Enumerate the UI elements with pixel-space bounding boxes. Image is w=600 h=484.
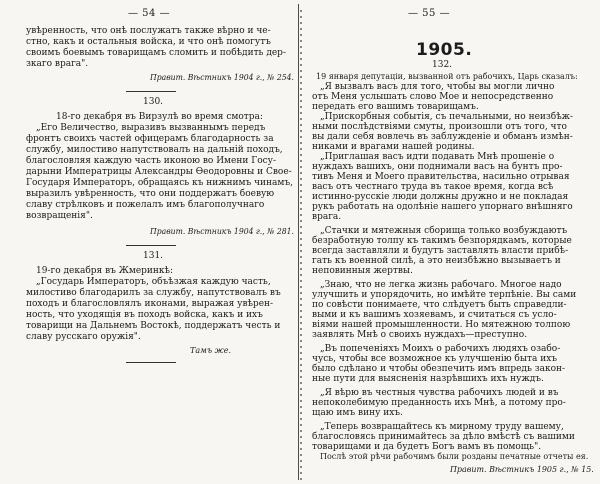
text-line: „Знаю, что не легка жизнь рабочаго. Многое надо <box>320 280 562 290</box>
source-citation: Правит. Вѣстникъ 1904 г., № 254. <box>150 73 294 82</box>
text-line: стно, какъ и остальныя войска, и что онѣ помогутъ <box>26 37 271 47</box>
text-line: истинно-русскіе люди должны дружно и не покладая <box>312 192 569 202</box>
text-line: выразилъ увѣренность, что они поддержатъ боевую <box>26 189 275 199</box>
text-line: отъ Меня услышать слово Мое и непосредственно <box>312 92 554 102</box>
section-divider <box>126 362 176 363</box>
right-page-number: — 55 — <box>408 8 451 19</box>
section-divider <box>126 91 176 92</box>
text-line: милостиво благодарилъ за службу, напутствовалъ въ <box>26 288 281 298</box>
text-line: своимъ боевымъ товарищамъ сломить и побѣдить дер- <box>26 48 286 58</box>
text-line: „Я вѣрю въ честныя чувства рабочихъ людей и въ <box>320 388 559 398</box>
text-line: „Стачки и мятежныя сборища только возбуждаютъ <box>320 226 568 236</box>
text-line: непоколебимую преданность ихъ Мнѣ, а потому про- <box>312 398 566 408</box>
text-line: „Государь Императоръ, объѣзжая каждую часть, <box>36 277 271 287</box>
entry-number: 130. <box>143 97 164 107</box>
entry-heading: 19 января депутаціи, вызванной отъ рабочихъ, Царь сказалъ: <box>316 72 578 81</box>
text-line: „Приглашая васъ идти подавать Мнѣ прошеніе о <box>320 152 555 162</box>
text-line: товарищами и да будетъ Богъ вамъ въ помощь". <box>312 442 542 452</box>
source-citation: Правит. Вѣстникъ 1905 г., № 15. <box>450 465 594 474</box>
text-line: Послѣ этой рѣчи рабочимъ были розданы печатные отчеты ея. <box>320 452 589 461</box>
text-line: неповинныя жертвы. <box>312 266 413 276</box>
text-line: нуждахъ вашихъ, они поднимали васъ на бунтъ про- <box>312 162 563 172</box>
text-line: было сдѣлано и чтобы обезпечить имъ впредь закон- <box>312 364 566 374</box>
text-line: походъ и благословлялъ иконами, выражая увѣрен- <box>26 299 274 309</box>
text-line: врага. <box>312 212 342 222</box>
entry-number: 131. <box>143 251 164 261</box>
text-line: рукъ работать на одолѣніе нашего упорнаго внѣшняго <box>312 202 573 212</box>
text-line: славу стрѣлковъ и пожелалъ имъ благополучнаго <box>26 200 265 210</box>
entry-number: 132. <box>432 60 453 70</box>
text-line: чусь, чтобы все возможное къ улучшенію быта ихъ <box>312 354 558 364</box>
text-line: передать его вашимъ товарищамъ. <box>312 102 479 112</box>
text-line: зкаго врага". <box>26 59 89 69</box>
text-line: славу русскаго оружія". <box>26 332 141 342</box>
entry-heading: 18-го декабря въ Вирзулѣ во время смотра: <box>56 112 263 122</box>
text-line: увѣренность, что онѣ послужатъ также вѣрно и че- <box>26 26 271 36</box>
text-line: благословляя каждую часть иконою во Имени Госу- <box>26 156 277 166</box>
text-line: дарыни Императрицы Александры Ѳеодоровны и Свое- <box>26 167 292 177</box>
text-line: „Прискорбныя событія, съ печальными, но неизбѣж- <box>320 112 573 122</box>
text-line: Государя Императоръ, обращаясь къ нижнимъ чинамъ, <box>26 178 293 188</box>
text-line: „Его Величество, выразивъ вызваннымъ передъ <box>36 123 266 133</box>
text-line: „Въ попеченіяхъ Моихъ о рабочихъ людяхъ озабо- <box>320 344 561 354</box>
text-line: возвращенія". <box>26 211 93 221</box>
text-line: фронтъ своихъ частей офицерамъ благодарность за <box>26 134 274 144</box>
page-gutter <box>298 4 299 480</box>
text-line: ные пути для выясненія назрѣвшихъ ихъ нуждъ. <box>312 374 544 384</box>
text-line: выми и къ вашимъ хозяевамъ, и считаться съ усло- <box>312 310 557 320</box>
left-page-number: — 54 — <box>128 8 171 19</box>
text-line: улучшить и упорядочить, но имѣйте терпѣніе. Вы сами <box>312 290 577 300</box>
text-line: „Теперь возвращайтесь къ мирному труду вашему, <box>320 422 564 432</box>
entry-heading: 19-го декабря въ Жмеринкѣ: <box>36 266 173 276</box>
text-line: никами и врагами нашей родины. <box>312 142 475 152</box>
text-line: віями нашей промышленности. Но мятежною толпою <box>312 320 571 330</box>
text-line: по совѣсти понимаете, что слѣдуетъ быть справедли- <box>312 300 567 310</box>
section-divider <box>126 245 176 246</box>
right-page <box>300 0 600 484</box>
text-line: гать къ военной силѣ, а это неизбѣжно вызываетъ и <box>312 256 561 266</box>
text-line: „Я вызвалъ васъ для того, чтобы вы могли лично <box>320 82 555 92</box>
source-citation: Правит. Вѣстникъ 1904 г., № 281. <box>150 227 294 236</box>
text-line: ными послѣдствіями смуты, произошли отъ того, что <box>312 122 567 132</box>
text-line: васъ отъ честнаго труда въ такое время, когда всѣ <box>312 182 554 192</box>
text-line: товарищи на Дальнемъ Востокѣ, поддержатъ честь и <box>26 321 281 331</box>
text-line: щаю имъ вину ихъ. <box>312 408 403 418</box>
text-line: всегда заставляли и будутъ заставлять власти прибѣ- <box>312 246 569 256</box>
text-line: заявлять Мнѣ о своихъ нуждахъ—преступно. <box>312 330 528 340</box>
text-line: вы дали себя вовлечь въ заблужденіе и обманъ измѣн- <box>312 132 573 142</box>
text-line: безработную толпу къ такимъ безпорядкамъ, которые <box>312 236 572 246</box>
text-line: службу, милостиво напутствовалъ на дальній походъ, <box>26 145 283 155</box>
year-heading: 1905. <box>416 40 473 60</box>
text-line: ность, что уходящія въ походъ войска, какъ и ихъ <box>26 310 263 320</box>
text-line: тивъ Меня и Моего правительства, насильно отрывая <box>312 172 570 182</box>
text-line: благословясь принимайтесь за дѣло вмѣстѣ съ вашими <box>312 432 575 442</box>
source-citation: Тамъ же. <box>190 346 231 355</box>
